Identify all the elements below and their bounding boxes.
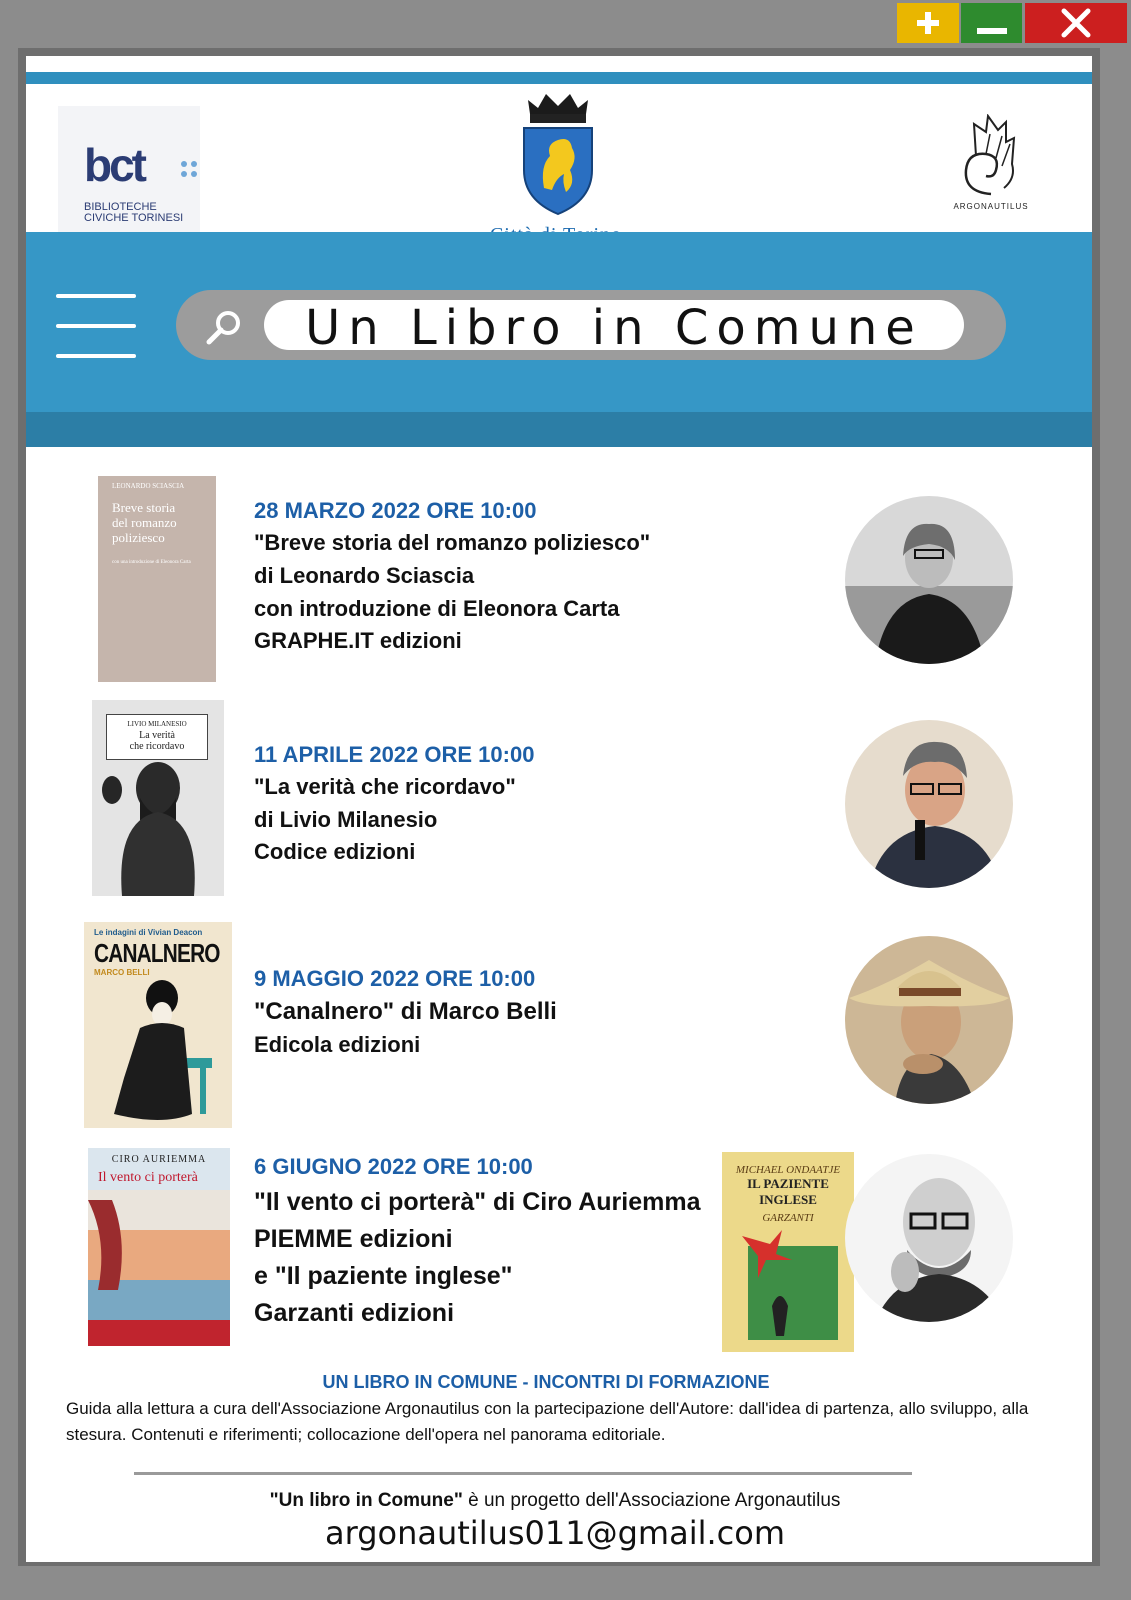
bct-subtitle <box>84 202 183 224</box>
book-cover-3 <box>84 922 232 1128</box>
author-photo-3 <box>845 936 1013 1104</box>
event-4-date: 6 GIUGNO 2022 ORE 10:00 <box>254 1154 533 1179</box>
author-photo-2 <box>845 720 1013 888</box>
cover4-title: Il vento ci porterà <box>98 1170 198 1185</box>
event-1-date: 28 MARZO 2022 ORE 10:00 <box>254 498 537 523</box>
event-2-line-3: Codice edizioni <box>254 839 416 864</box>
bct-subtitle-line1: BIBLIOTECHE <box>84 201 157 213</box>
book-cover-1 <box>98 476 216 682</box>
cover3-title: CANALNERO <box>94 938 220 968</box>
event-3-line-2: Edicola edizioni <box>254 1032 421 1057</box>
book-cover-5 <box>722 1152 854 1352</box>
minus-icon <box>977 10 1007 36</box>
argonautilus-label: ARGONAUTILUS <box>953 202 1029 211</box>
argonautilus-logo-icon <box>946 114 1036 204</box>
cover1-title-line3: poliziesco <box>112 530 165 545</box>
footer-divider <box>134 1472 912 1475</box>
event-2-line-2: di Livio Milanesio <box>254 807 438 832</box>
close-icon <box>1061 8 1091 38</box>
book-cover-4 <box>88 1148 230 1346</box>
event-2-line-1: "La verità che ricordavo" <box>254 774 516 799</box>
project-name: "Un libro in Comune" <box>269 1490 463 1511</box>
cover5-title-line2: INGLESE <box>759 1192 817 1207</box>
hamburger-menu-icon[interactable] <box>56 294 136 384</box>
project-credit <box>26 1490 1084 1512</box>
event-1-line-1: "Breve storia del romanzo poliziesco" <box>254 530 651 555</box>
logo-bar <box>26 72 1092 232</box>
footer-title: UN LIBRO IN COMUNE - INCONTRI DI FORMAZIONE <box>322 1372 770 1392</box>
plus-icon <box>915 10 941 36</box>
project-credit-text: è un progetto dell'Associazione Argonautilus <box>462 1490 841 1511</box>
cover1-subtitle: con una introduzione di Eleonora Carta <box>112 560 191 565</box>
event-4-line-3: e "Il paziente inglese" <box>254 1262 513 1290</box>
author-photo-4 <box>845 1154 1013 1322</box>
event-1-line-3: con introduzione di Eleonora Carta <box>254 596 620 621</box>
search-icon <box>204 308 244 348</box>
event-1-line-2: di Leonardo Sciascia <box>254 563 475 588</box>
torino-crest-icon <box>518 92 598 217</box>
event-1-line-4: GRAPHE.IT edizioni <box>254 628 462 653</box>
book-cover-2 <box>92 700 224 896</box>
cover2-title-line2: che ricordavo <box>129 741 185 752</box>
bct-subtitle-line2: CIVICHE TORINESI <box>84 212 184 224</box>
cover4-author: CIRO AURIEMMA <box>111 1154 207 1165</box>
event-4-line-2: PIEMME edizioni <box>254 1225 453 1253</box>
maximize-button[interactable] <box>897 3 959 43</box>
footer-description-text: Guida alla lettura a cura dell'Associazione Argonautilus con la partecipazione dell'Autore: dall'idea di partenza, allo sviluppo, alla stesura. Contenuti e riferimenti; collocazione dell'opera nel panorama editoriale. <box>66 1399 1029 1444</box>
event-4-line-1: "Il vento ci porterà" di Ciro Auriemma <box>254 1188 701 1216</box>
cover1-title-line1: Breve storia <box>112 500 176 515</box>
cover5-publisher: GARZANTI <box>762 1212 814 1224</box>
author-photo-1 <box>845 496 1013 664</box>
footer-description <box>66 1396 1046 1448</box>
event-3-line-1: "Canalnero" di Marco Belli <box>254 998 557 1025</box>
cover2-author: LIVIO MILANESIO <box>127 720 187 728</box>
header-band-shadow <box>26 412 1092 447</box>
event-2-date: 11 APRILE 2022 ORE 10:00 <box>254 742 535 767</box>
cover3-series: Le indagini di Vivian Deacon <box>94 928 203 937</box>
cover3-author: MARCO BELLI <box>94 968 150 977</box>
cover1-author: LEONARDO SCIASCIA <box>112 482 185 490</box>
bct-logo-text: bct <box>84 139 144 191</box>
search-input[interactable]: Un Libro in Comune <box>264 300 964 350</box>
event-4-line-4: Garzanti edizioni <box>254 1299 455 1327</box>
cover2-title-line1: La verità <box>139 730 175 741</box>
close-button[interactable] <box>1025 3 1127 43</box>
cover1-title-line2: del romanzo <box>112 515 177 530</box>
cover5-title-line1: IL PAZIENTE <box>747 1176 829 1191</box>
contact-email[interactable]: argonautilus011@gmail.com <box>324 1514 785 1552</box>
poster-page <box>26 56 1092 1562</box>
event-3-date: 9 MAGGIO 2022 ORE 10:00 <box>254 966 536 991</box>
bct-logo <box>58 106 200 248</box>
cover5-author: MICHAEL ONDAATJE <box>735 1164 841 1176</box>
bct-dots-icon <box>180 160 200 180</box>
minimize-button[interactable] <box>961 3 1022 43</box>
